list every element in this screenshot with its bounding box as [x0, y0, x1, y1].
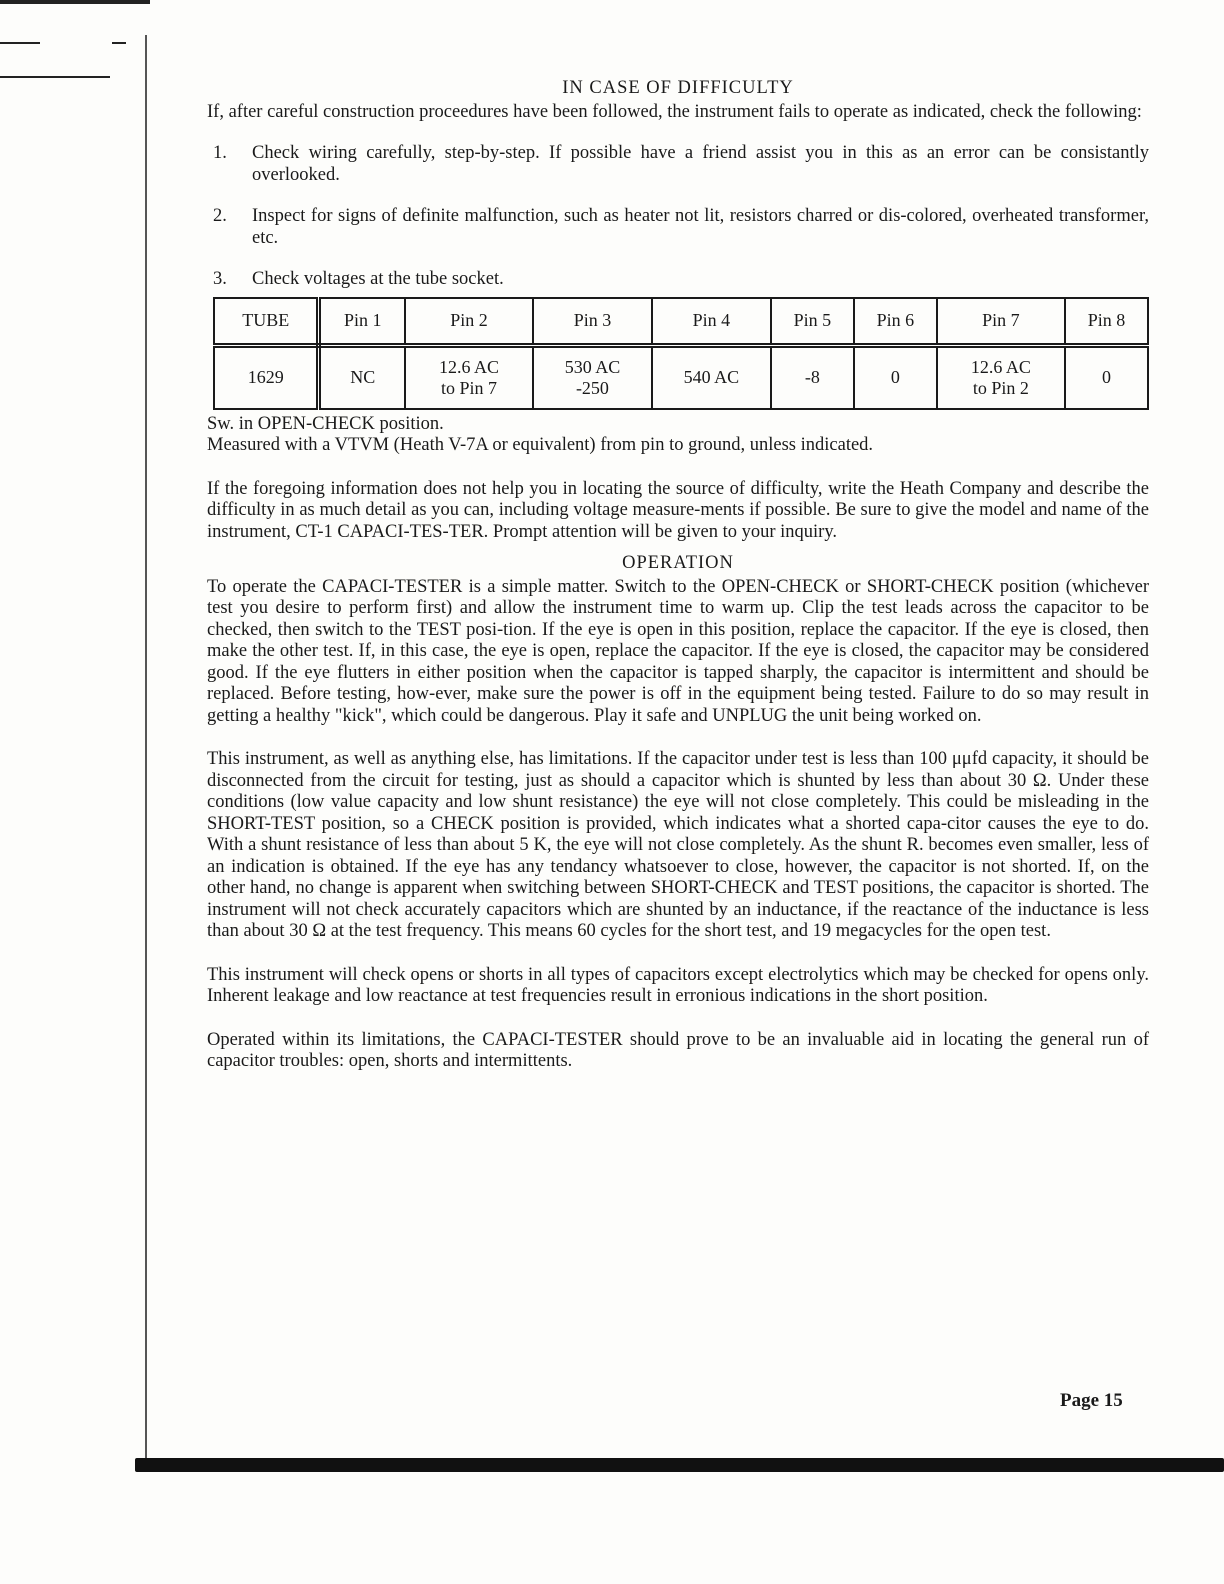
scan-edge-line-top — [0, 0, 150, 4]
page-number: Page 15 — [1060, 1390, 1123, 1411]
table-header-cell: Pin 3 — [533, 298, 652, 346]
table-header-cell: Pin 6 — [854, 298, 937, 346]
operation-paragraph-2: This instrument, as well as anything else, has limitations. If the capacitor under test is less than 100 μμfd capacity, it should be disconnected from the circuit for testing, just as should a capacitor which is shunted by less than about 30 Ω. Under these conditions (low value capacity and low shunt resistance) the eye will not close completely. This could be misleading in the SHORT-TEST position, so a CHECK position is provided, which indicates what a shorted capa-citor causes the eye to do. With a shunt resistance of less than about 5 K, the eye will not close completely. As the shunt R. becomes even smaller, less of an indication is obtained. If the eye has any tendancy whatsoever to close, however, the capacitor is not shorted. If, on the other hand, no change is apparent when switching between SHORT-CHECK and TEST positions, the capacitor is shorted. The instrument will not check accurately capacitors which are shunted by an inductance, if the reactance of the inductance is less than about 30 Ω at the test frequency. This means 60 cycles for the short test, and 19 megacycles for the open test. — [207, 749, 1149, 941]
list-item-number: 1. — [213, 143, 227, 163]
table-cell-pin8: 0 — [1065, 345, 1148, 409]
table-cell-pin6: 0 — [854, 345, 937, 409]
table-header-cell: Pin 1 — [319, 298, 405, 346]
table-header-cell: Pin 5 — [771, 298, 854, 346]
list-item-text: Inspect for signs of definite malfunction, such as heater not lit, resistors charred or dis-colored, overheated transformer, etc. — [252, 206, 1149, 248]
note-measurement: Measured with a VTVM (Heath V-7A or equivalent) from pin to ground, unless indicated. — [207, 435, 874, 455]
check-list — [207, 143, 1149, 291]
voltage-table — [213, 297, 1149, 410]
table-cell-line: 12.6 AC — [970, 356, 1031, 377]
table-cell-pin3 — [533, 345, 652, 409]
scan-edge-dash-2 — [112, 42, 126, 44]
table-cell-pin4: 540 AC — [652, 345, 771, 409]
difficulty-heading: IN CASE OF DIFFICULTY — [562, 78, 794, 98]
table-header-cell: Pin 4 — [652, 298, 771, 346]
operation-heading: OPERATION — [622, 553, 734, 573]
table-cell-pin2 — [405, 345, 533, 409]
note-switch-position: Sw. in OPEN-CHECK position. — [207, 413, 444, 434]
scan-edge-dash-1 — [0, 42, 40, 44]
table-row — [214, 345, 1148, 409]
list-item — [207, 143, 1149, 186]
list-item-number: 2. — [213, 206, 227, 226]
bottom-rule — [135, 1458, 1224, 1472]
table-notes — [207, 414, 1149, 457]
foregoing-paragraph: If the foregoing information does not help you in locating the source of difficulty, write the Heath Company and describe the difficulty in as much detail as you can, including voltage measure-ments if possible. Be sure to give the model and name of the instrument, CT-1 CAPACI-TES-TER. Prompt attention will be given to your inquiry. — [207, 478, 1149, 542]
table-cell-tube: 1629 — [214, 345, 319, 409]
table-cell-line: to Pin 7 — [440, 377, 497, 398]
table-cell-line: -250 — [575, 377, 609, 398]
table-header-row — [214, 298, 1148, 346]
table-cell-line: 12.6 AC — [438, 356, 499, 377]
scan-edge-dash-3 — [0, 76, 110, 78]
table-cell-line: 530 AC — [564, 356, 621, 377]
operation-paragraph-3: This instrument will check opens or shorts in all types of capacitors except electrolytics which may be checked for opens only. Inherent leakage and low reactance at test frequencies result in erronious indications in the short position. — [207, 964, 1149, 1006]
table-header-cell: Pin 2 — [405, 298, 533, 346]
list-item — [207, 269, 1149, 291]
operation-paragraph-4: Operated within its limitations, the CAPACI-TESTER should prove to be an invaluable aid in locating the general run of capacitor troubles: open, shorts and intermittents. — [207, 1029, 1149, 1071]
table-header-cell: TUBE — [214, 298, 319, 346]
table-cell-line: to Pin 2 — [972, 377, 1029, 398]
scan-edge-vertical — [145, 35, 147, 1465]
list-item-text: Check wiring carefully, step-by-step. If possible have a friend assist you in this as an error can be consistantly overlooked. — [252, 143, 1149, 185]
table-header-cell: Pin 7 — [937, 298, 1065, 346]
operation-paragraph-1: To operate the CAPACI-TESTER is a simple matter. Switch to the OPEN-CHECK or SHORT-CHECK position (whichever test you desire to perform first) and allow the instrument time to warm up. Clip the test leads across the capacitor to be checked, then switch to the TEST posi-tion. If the eye is open in this position, replace the capacitor. If the eye is closed, then make the other test. If, in this case, the eye is open, replace the capacitor. If the eye is closed, the capacitor may be considered good. If the eye flutters in either position when the capacitor is tapped sharply, the capacitor is intermittent and should be replaced. Before testing, how-ever, make sure the power is off in the equipment being tested. Failure to do so may result in getting a healthy "kick", which could be dangerous. Play it safe and UNPLUG the unit being worked on. — [207, 576, 1149, 726]
table-header-cell: Pin 8 — [1065, 298, 1148, 346]
list-item-number: 3. — [213, 269, 227, 289]
list-item — [207, 206, 1149, 249]
table-cell-pin5: -8 — [771, 345, 854, 409]
table-cell-pin7 — [937, 345, 1065, 409]
table-cell-pin1: NC — [319, 345, 405, 409]
page-content — [207, 78, 1149, 1073]
list-item-text: Check voltages at the tube socket. — [252, 269, 504, 289]
difficulty-intro: If, after careful construction proceedures have been followed, the instrument fails to operate as indicated, check the following: — [207, 101, 1142, 122]
